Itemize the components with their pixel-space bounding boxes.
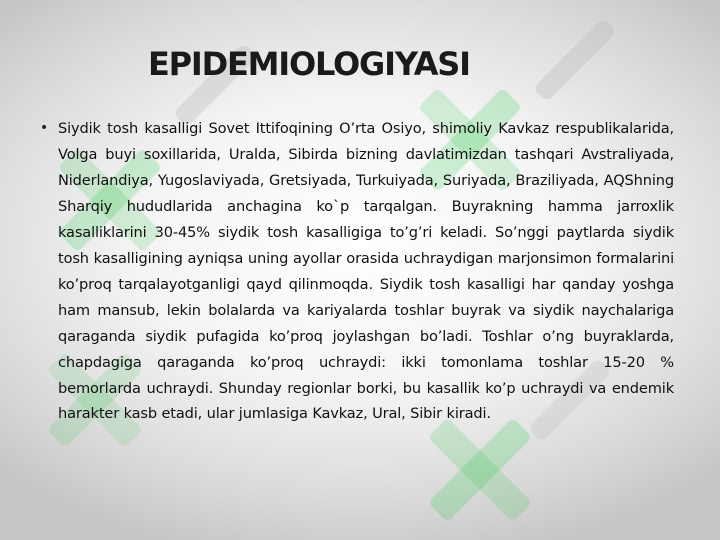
body-text: Siydik tosh kasalligi Sovet Ittifoqining O’rta Osiyo, shimoliy Kavkaz respublikalarida, Volga buyi soxillarida, Uralda, Sibirda bizning davlatimizdan tashqari Avstraliyada, Niderlandiya, Yugoslaviyada, Gretsiyada, Turkuiyada, Suriyada, Braziliyada, AQShning Sharqiy hududlarida anchagina ko`p tarqalgan. Buyrakning hamma jarroxlik kasalliklarini 30-45% siydik tosh kasalligiga to’g’ri keladi. So’nggi paytlarda siydik tosh kasalligining ayniqsa uning ayollar orasida uchraydigan marjonsimon formalarini ko’proq tarqalayotganligi qayd qilinmoqda. Siydik tosh kasalligi har qanday yoshga ham mansub, lekin bolalarda va kariyalarda toshlar buyrak va siydik naychalariga qaraganda siydik pufagida ko’proq joylashgan bo’ladi. Toshlar o’ng buyraklarda, chapdagiga qaraganda ko’proq uchraydi: ikki tomonlama toshlar 15-20 % bemorlarda uchraydi. Shunday regionlar borki, bu kasallik ko’p uchraydi va endemik harakter kasb etadi, ular jumlasiga Kavkaz, Ural, Sibir kiradi	[58, 120, 674, 423]
bullet-item	[40, 116, 674, 427]
bullet-dot: •	[40, 120, 49, 136]
watermark-gray-right	[533, 18, 618, 103]
slide-title: EPIDEMIOLOGIYASI	[148, 45, 470, 83]
bullet-list	[40, 116, 674, 427]
end-mark: .	[486, 405, 491, 423]
